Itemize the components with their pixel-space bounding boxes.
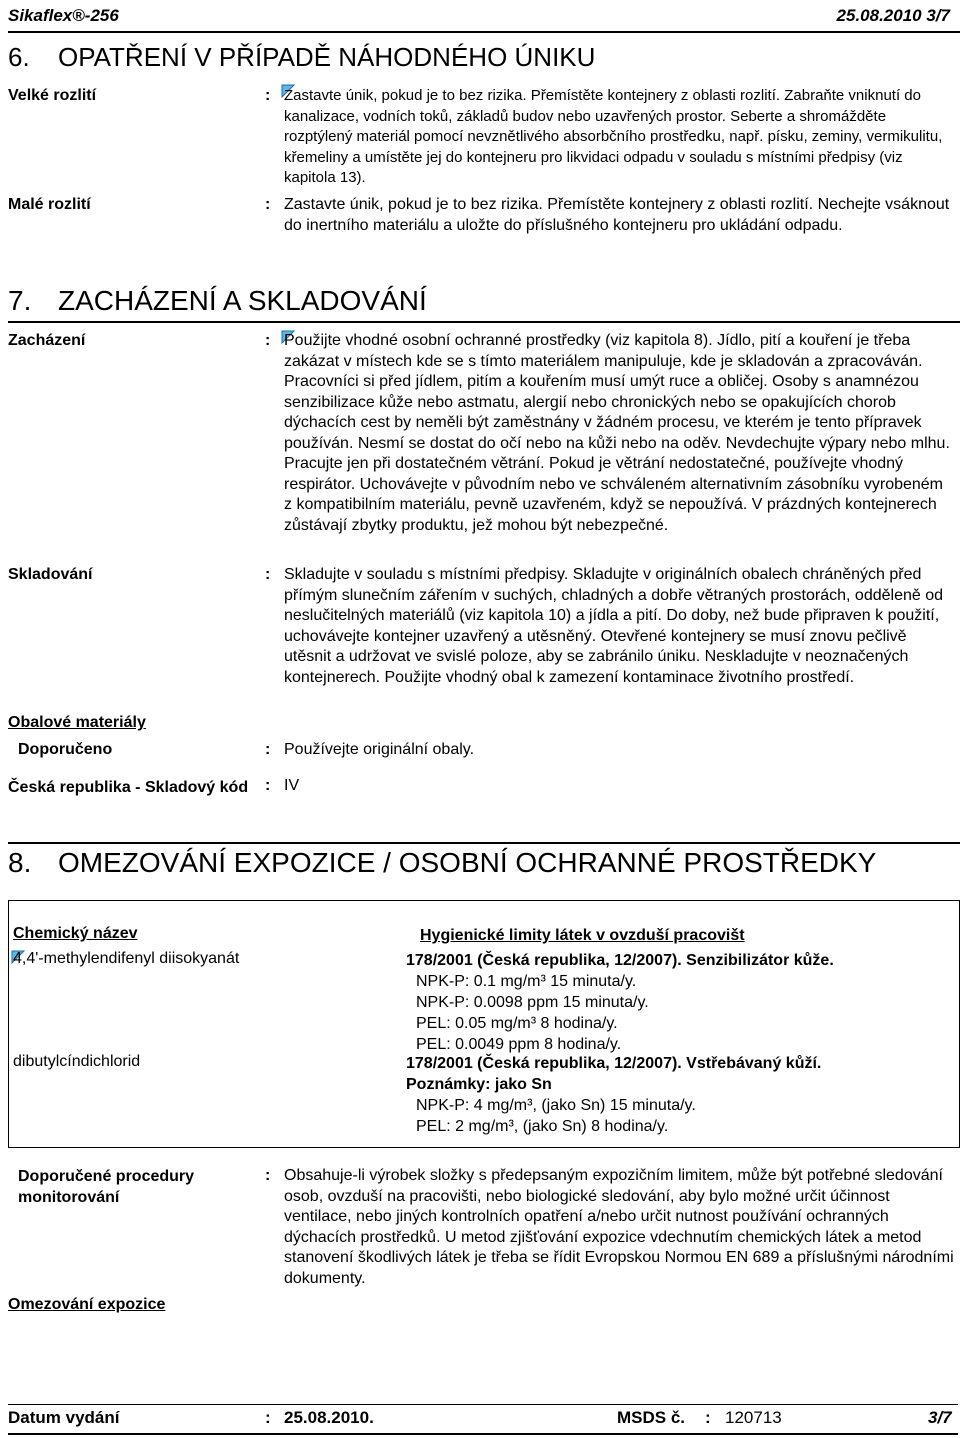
chemical-name-header: Chemický název xyxy=(13,925,138,942)
handling-text: Použijte vhodné osobní ochranné prostředky (viz kapitola 8). Jídlo, pití a kouření je třeba zakázat v místech kde se s tímto materiálem manipuluje, kde je skladován a zpracováván. Pracovníci si před jídlem, pitím a kouřením musí umýt ruce a obličej. Osoby s anamnézou senzibilizace kůže nebo astmatu, alergií nebo chronických nebo se opakujících chorob dýchacích cest by neměli být zaměstnány v žádném procesu, ve kterém je tento přípravek používán. Nesmí se dostat do očí nebo na kůži nebo na oděv. Nevdechujte výpary nebo mlhu. Pracujte jen při dostatečném větrání. Pokud je větrání nedostatečné, používejte vhodný respirátor. Uchovávejte v původním nebo ve schváleném alternativním zásobníku vyrobeném z kompatibilním materiálu, pevně uzavřeném, když se nepoužívá. V prázdných kontejnerech zůstávají zbytky produktu, jež mohou být nebezpečné. xyxy=(284,332,950,534)
handling-label: Zacházení xyxy=(8,332,86,349)
section-7-rule xyxy=(8,321,960,323)
recommended-text: Používejte originální obaly. xyxy=(284,741,475,758)
section-8-title: 8. OMEZOVÁNÍ EXPOZICE / OSOBNÍ OCHRANNÉ PROSTŘEDKY xyxy=(8,847,877,878)
section-7-title: 7. ZACHÁZENÍ A SKLADOVÁNÍ xyxy=(8,285,427,316)
packaging-label: Obalové materiály xyxy=(8,714,146,731)
small-spill-text: Zastavte únik, pokud je to bez rizika. Přemístěte kontejnery z oblasti rozlití. Nechejte vsáknout do inertního materiálu a uložte do příslušného kontejneru pro ukládání odpadu. xyxy=(284,196,950,234)
storage-text: Skladujte v souladu s místními předpisy. Skladujte v originálních obalech chráněných před přímým slunečním zářením v suchých, chladných a dobře větraných prostorách, odděleně od neslučitelných materiálů (viz kapitola 10) a jídla a pití. Do doby, než bude připraven k použití, uchovávejte kontejner uzavřený a utěsněný. Otevřené kontejnery se musí znovu pečlivě utěsnit a udržovat ve svislé poloze, aby se zabránilo úniku. Neskladujte v neoznačených kontejnerech. Použijte vhodný obal k zamezení kontaminace životního prostředí. xyxy=(284,566,943,686)
small-spill-label: Malé rozlití xyxy=(8,196,91,213)
exposure-limit-block: 178/2001 (Česká republika, 12/2007). Vstřebávaný kůží. Poznámky: jako Sn NPK-P: 4 mg/m³, (jako Sn) 15 minuta/y. PEL: 2 mg/m³, (jako Sn) 8 hodina/y. xyxy=(406,1055,822,1135)
section-6-title: 6. OPATŘENÍ V PŘÍPADĚ NÁHODNÉHO ÚNIKU xyxy=(8,42,596,72)
exposure-control-label: Omezování expozice xyxy=(8,1296,166,1313)
hygiene-limits-header: Hygienické limity látek v ovzduší pracovišt xyxy=(420,927,745,944)
product-name: Sikaflex®-256 xyxy=(8,6,119,25)
cz-storage-code: IV xyxy=(284,777,300,794)
monitoring-text: Obsahuje-li výrobek složky s předepsaným expozičním limitem, může být potřebné sledování osob, ovzduší na pracovišti, nebo biologické sledování, aby bylo možné určit účinnost ventilace, nebo jiných kontrolních opatření a/nebo určit nutnost používání ochranných dýchacích prostředků. U metod zjišťování expozice vdechnutím chemických látek a metod stanovení škodlivých látek je třeba se řídit Evropskou Normou EN 689 a příslušnými národními dokumenty. xyxy=(284,1167,954,1287)
section-8-rule xyxy=(8,842,960,844)
chemical-name: 4,4'-methylendifenyl diisokyanát xyxy=(13,950,240,967)
msds-number: 120713 xyxy=(725,1408,782,1427)
large-spill-text: Zastavte únik, pokud je to bez rizika. Přemístěte kontejnery z oblasti rozlití. Zabraňte vniknutí do kanalizace, vodních toků, základů budov nebo uzavřených prostor. Seberte a shromážděte rozptýlený materiál pomocí nevznětlivého absorbčního prostředku, např. písku, zeminy, vermikulitu, křemeliny a umístěte jej do kontejneru pro likvidaci odpadu v souladu s místními předpisy (viz kapitola 13). xyxy=(284,87,943,186)
exposure-limit-block: 178/2001 (Česká republika, 12/2007). Senzibilizátor kůže. NPK-P: 0.1 mg/m³ 15 minuta/y. NPK-P: 0.0098 ppm 15 minuta/y. PEL: 0.05 mg/m³ 8 hodina/y. PEL: 0.0049 ppm 8 hodina/y. xyxy=(406,952,834,1053)
chemical-name: dibutylcíndichlorid xyxy=(13,1053,141,1070)
monitoring-label: Doporučené procedury monitorování xyxy=(18,1168,195,1206)
page-number: 3/7 xyxy=(928,1408,952,1427)
msds-label: MSDS č. xyxy=(617,1408,686,1427)
storage-label: Skladování xyxy=(8,566,93,583)
issue-date: 25.08.2010. xyxy=(284,1408,374,1427)
header-date-page: 25.08.2010 3/7 xyxy=(836,6,950,25)
cz-storage-code-label: Česká republika - Skladový kód xyxy=(8,779,249,796)
header-rule xyxy=(8,31,960,33)
footer-bar xyxy=(8,1404,958,1435)
recommended-label: Doporučeno xyxy=(18,741,113,758)
issue-date-label: Datum vydání xyxy=(8,1408,120,1427)
large-spill-label: Velké rozlití xyxy=(8,87,97,104)
